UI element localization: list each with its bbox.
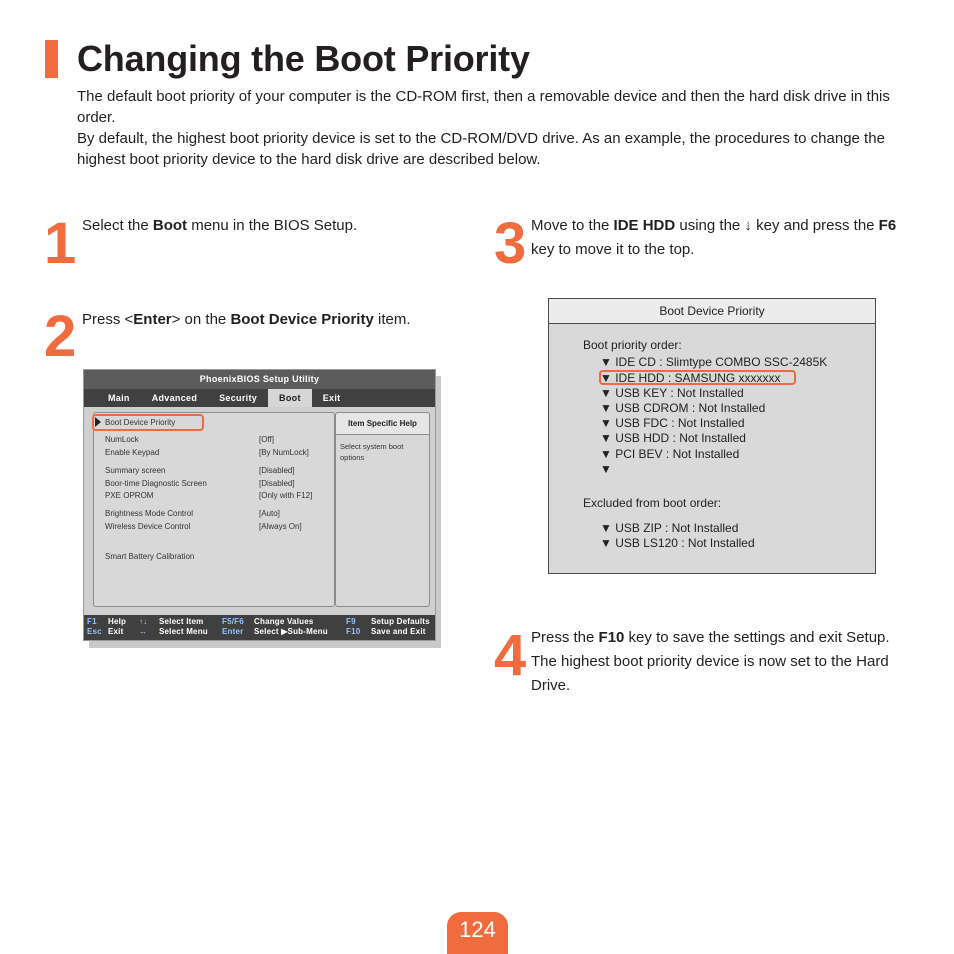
intro-text bbox=[77, 86, 917, 170]
bios-item-value[interactable]: [Disabled] bbox=[259, 479, 295, 488]
bios-item-label[interactable]: Wireless Device Control bbox=[105, 522, 191, 531]
boot-order-item[interactable]: ▼ USB HDD : Not Installed bbox=[600, 431, 746, 445]
step-2-text: Press <Enter> on the Boot Device Priority item. bbox=[82, 311, 411, 328]
step-1-number: 1 bbox=[44, 211, 75, 276]
boot-order-item[interactable]: ▼ PCI BEV : Not Installed bbox=[600, 447, 740, 461]
bios-help-panel bbox=[335, 412, 430, 607]
page-title: Changing the Boot Priority bbox=[77, 38, 530, 79]
step-3-number: 3 bbox=[494, 211, 525, 276]
boot-device-priority-header: Boot Device Priority bbox=[549, 299, 875, 324]
bios-item-label[interactable]: Smart Battery Calibration bbox=[105, 552, 195, 561]
bios-item-label[interactable]: Summary screen bbox=[105, 466, 166, 475]
boot-order-item-ide-hdd[interactable]: ▼ IDE HDD : SAMSUNG xxxxxxx bbox=[600, 371, 781, 385]
bios-item-value[interactable]: [Off] bbox=[259, 435, 274, 444]
key-f5f6: F5/F6 bbox=[222, 617, 244, 626]
boot-order-item[interactable]: ▼ USB KEY : Not Installed bbox=[600, 386, 744, 400]
bios-item-boot-device-priority[interactable]: Boot Device Priority bbox=[105, 418, 176, 427]
boot-order-item[interactable]: ▼ USB CDROM : Not Installed bbox=[600, 401, 766, 415]
bios-menu-advanced[interactable]: Advanced bbox=[151, 393, 198, 403]
footer-select-menu: Select Menu bbox=[159, 627, 208, 636]
excluded-label: Excluded from boot order: bbox=[583, 496, 722, 510]
intro-paragraph-1: The default boot priority of your computer is the CD-ROM first, then a removable device and then the hard disk drive in this order. bbox=[77, 88, 890, 126]
footer-setup-defaults: Setup Defaults bbox=[371, 617, 430, 626]
bios-item-label[interactable]: Boor-time Diagnostic Screen bbox=[105, 479, 207, 488]
key-f9: F9 bbox=[346, 617, 356, 626]
bios-item-value[interactable]: [Disabled] bbox=[259, 466, 295, 475]
step-4-text: Press the F10 key to save the settings and exit Setup. The highest boot priority device is now set to the Hard Drive. bbox=[531, 629, 890, 694]
bios-item-value[interactable]: [Only with F12] bbox=[259, 491, 313, 500]
bios-main-panel bbox=[93, 412, 335, 607]
title-accent-bar bbox=[45, 40, 58, 78]
step-3-text: Move to the IDE HDD using the ↓ key and press the F6 key to move it to the top. bbox=[531, 217, 897, 258]
intro-paragraph-2: By default, the highest boot priority device is set to the CD-ROM/DVD drive. As an example, the procedures to change the highest boot priority device to the hard disk drive are described below. bbox=[77, 130, 885, 168]
bios-item-label[interactable]: Brightness Mode Control bbox=[105, 509, 194, 518]
bios-item-label[interactable]: NumLock bbox=[105, 435, 139, 444]
excluded-item[interactable]: ▼ USB LS120 : Not Installed bbox=[600, 536, 755, 550]
boot-order-label: Boot priority order: bbox=[583, 338, 682, 352]
bios-menu-bar bbox=[84, 389, 435, 407]
footer-save-exit: Save and Exit bbox=[371, 627, 426, 636]
submenu-arrow-icon bbox=[95, 417, 101, 427]
step-2-number: 2 bbox=[44, 304, 75, 369]
bios-title: PhoenixBIOS Setup Utility bbox=[84, 370, 435, 389]
bios-help-title: Item Specific Help bbox=[336, 413, 429, 435]
bios-help-text: Select system boot options bbox=[340, 442, 404, 462]
step-4-number: 4 bbox=[494, 623, 525, 688]
step-1-text: Select the Boot menu in the BIOS Setup. bbox=[82, 217, 358, 234]
page-number: 124 bbox=[459, 917, 496, 942]
bios-item-value[interactable]: [Auto] bbox=[259, 509, 280, 518]
bios-menu-main[interactable]: Main bbox=[108, 393, 130, 403]
bios-screenshot bbox=[83, 369, 436, 641]
bios-item-value[interactable]: [By NumLock] bbox=[259, 448, 309, 457]
key-updown: ↑↓ bbox=[139, 617, 148, 626]
boot-order-item[interactable]: ▼ IDE CD : Slimtype COMBO SSC-2485K bbox=[600, 355, 828, 369]
footer-help: Help bbox=[108, 617, 127, 626]
key-esc: Esc bbox=[87, 627, 102, 636]
footer-change-values: Change Values bbox=[254, 617, 314, 626]
bios-menu-exit[interactable]: Exit bbox=[322, 393, 341, 403]
boot-order-item[interactable]: ▼ bbox=[600, 462, 612, 476]
footer-exit: Exit bbox=[108, 627, 124, 636]
bios-footer bbox=[84, 615, 435, 640]
key-leftright: ↔ bbox=[139, 627, 148, 636]
bios-item-value[interactable]: [Always On] bbox=[259, 522, 302, 531]
boot-order-item[interactable]: ▼ USB FDC : Not Installed bbox=[600, 416, 745, 430]
boot-device-priority-screen bbox=[548, 298, 876, 574]
bios-item-label[interactable]: Enable Keypad bbox=[105, 448, 160, 457]
key-f10: F10 bbox=[346, 627, 361, 636]
bios-menu-security[interactable]: Security bbox=[219, 393, 258, 403]
excluded-item[interactable]: ▼ USB ZIP : Not Installed bbox=[600, 521, 739, 535]
footer-select-item: Select Item bbox=[159, 617, 204, 626]
bios-menu-boot[interactable]: Boot bbox=[268, 389, 312, 407]
footer-select-submenu: Select ▶Sub-Menu bbox=[254, 627, 328, 636]
bios-item-label[interactable]: PXE OPROM bbox=[105, 491, 154, 500]
key-f1: F1 bbox=[87, 617, 97, 626]
key-enter: Enter bbox=[222, 627, 244, 636]
